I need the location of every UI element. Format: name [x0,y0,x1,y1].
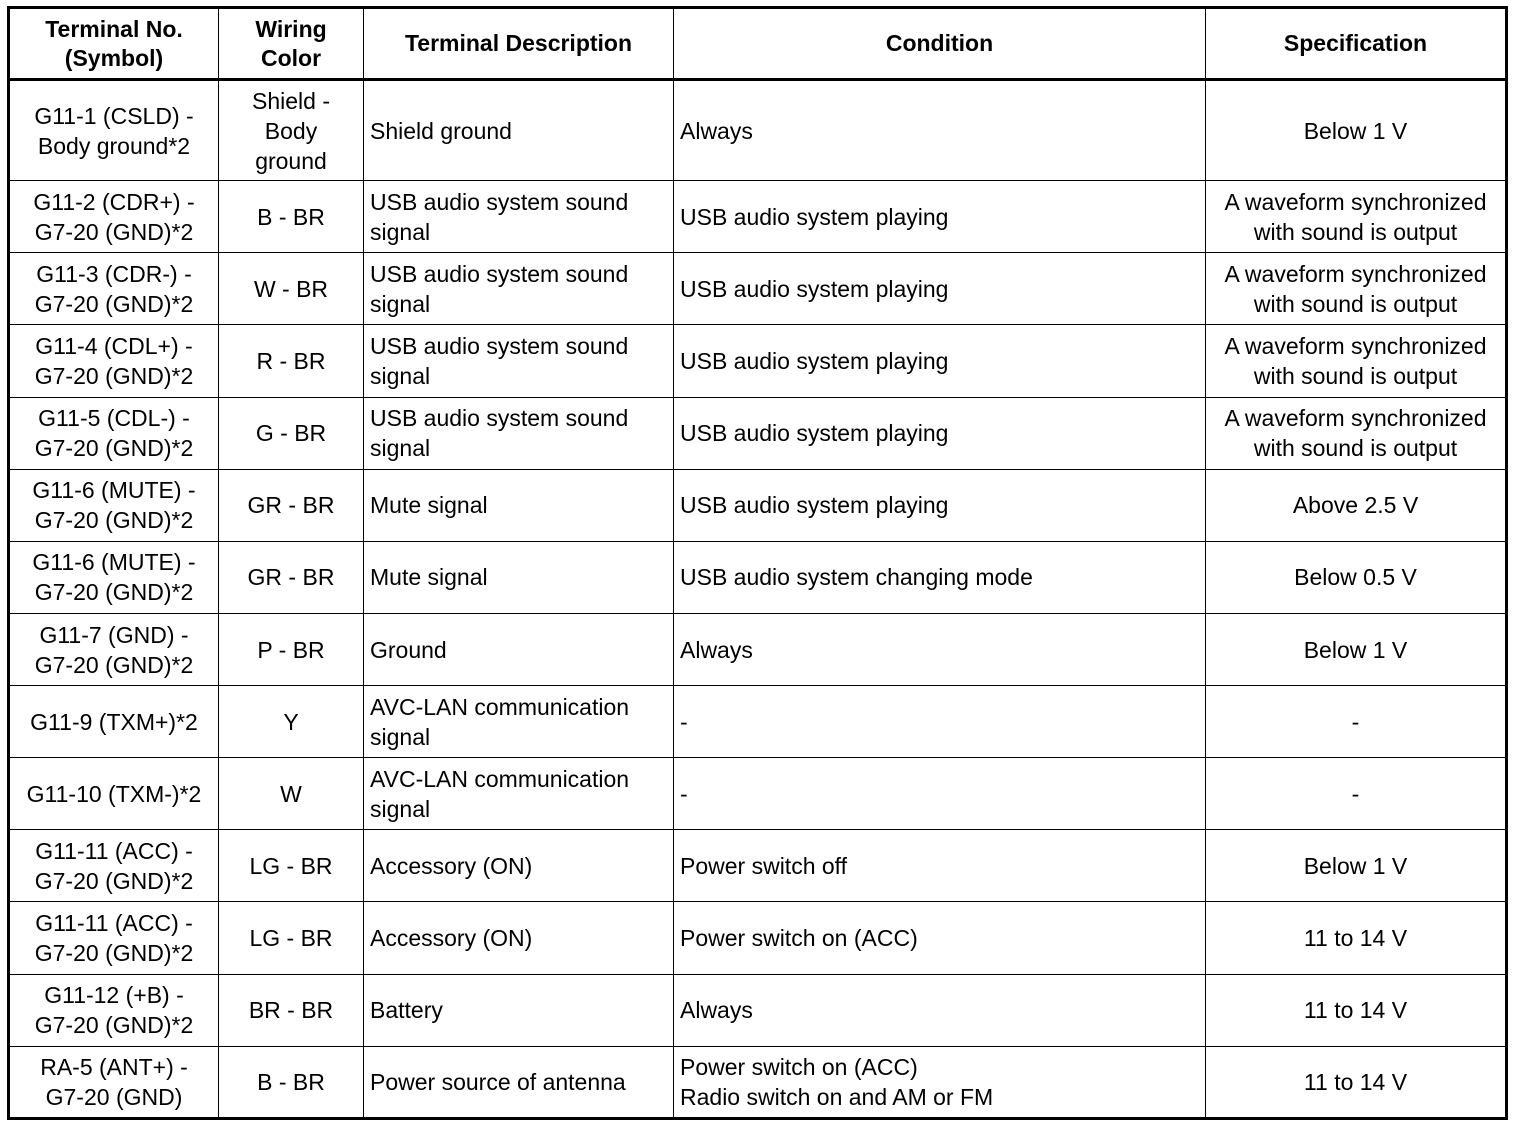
cell-specification [1206,758,1507,830]
cell-specification [1206,469,1507,541]
cell-terminal-text: RA-5 (ANT+) - G7-20 (GND) [40,1053,188,1110]
cell-terminal-text: G11-11 (ACC) - G7-20 (GND)*2 [34,910,194,966]
cell-wiring-color [219,830,364,902]
cell-terminal-description [364,902,674,974]
cell-terminal-description [364,181,674,253]
cell-condition-text: Always [680,997,753,1024]
cell-terminal-text: G11-7 (GND) - G7-20 (GND)*2 [34,621,194,678]
cell-condition [674,902,1206,974]
cell-terminal-description-text: Accessory (ON) [370,852,533,879]
cell-terminal-description-text: USB audio system sound signal [370,260,629,317]
table-row [9,974,1507,1046]
table-header-row [9,8,1507,80]
cell-wiring-color [219,902,364,974]
table-row [9,613,1507,685]
cell-wiring-color [219,974,364,1046]
cell-condition [674,974,1206,1046]
terminal-spec-table [7,6,1508,1120]
cell-specification-text: Below 1 V [1303,852,1408,879]
cell-condition-text: USB audio system changing mode [680,564,1033,591]
cell-terminal-text: G11-1 (CSLD) - Body ground*2 [34,102,194,159]
cell-specification [1206,613,1507,685]
cell-condition-text: Power switch on (ACC) [680,925,918,951]
cell-condition-text: USB audio system playing [680,275,949,302]
cell-terminal-description-text: AVC-LAN communication signal [370,693,630,750]
cell-condition-text: Always [680,636,753,663]
header-condition: Condition [674,8,1206,80]
cell-terminal [9,758,219,830]
cell-specification-text: Above 2.5 V [1292,492,1419,519]
table-row [9,397,1507,469]
cell-terminal-text: G11-6 (MUTE) - G7-20 (GND)*2 [32,549,196,606]
table-row [9,1046,1507,1118]
cell-condition [674,830,1206,902]
cell-terminal-description-text: USB audio system sound signal [370,405,629,462]
cell-terminal-description-text: Mute signal [370,564,488,591]
cell-specification-text: 11 to 14 V [1303,925,1408,951]
cell-terminal-text: G11-5 (CDL-) - G7-20 (GND)*2 [34,405,194,462]
cell-terminal-description [364,325,674,397]
header-terminal-description: Terminal Description [364,8,674,80]
cell-specification [1206,1046,1507,1118]
cell-terminal [9,541,219,613]
cell-terminal-description-text: Power source of antenna [370,1068,626,1095]
cell-condition-text: USB audio system playing [680,203,949,230]
cell-wiring-color-text: G - BR [255,420,327,447]
cell-specification-text: A waveform synchronized with sound is output [1224,333,1487,389]
table-row [9,181,1507,253]
cell-condition [674,613,1206,685]
cell-terminal-description [364,1046,674,1118]
cell-wiring-color [219,397,364,469]
cell-specification [1206,830,1507,902]
cell-terminal [9,902,219,974]
cell-specification-text: A waveform synchronized with sound is output [1224,405,1487,462]
cell-specification [1206,181,1507,253]
cell-condition [674,469,1206,541]
cell-wiring-color-text: B - BR [257,1068,325,1095]
cell-condition [674,541,1206,613]
cell-terminal-description [364,469,674,541]
cell-wiring-color-text: W [280,780,302,807]
cell-terminal-description [364,397,674,469]
table-row [9,469,1507,541]
cell-condition-text: USB audio system playing [680,348,949,374]
cell-wiring-color-text: GR - BR [247,564,335,591]
table-row [9,902,1507,974]
cell-condition-text: Power switch off [680,852,848,879]
cell-specification-text: 11 to 14 V [1303,1068,1408,1095]
table-body [9,80,1507,1119]
cell-terminal-text: G11-9 (TXM+)*2 [30,708,198,735]
cell-specification [1206,686,1507,758]
cell-terminal-description [364,758,674,830]
cell-terminal [9,830,219,902]
header-specification: Specification [1206,8,1507,80]
cell-wiring-color-text: P - BR [257,636,325,663]
cell-specification-text: - [1351,708,1360,735]
cell-specification [1206,80,1507,181]
cell-condition-text: USB audio system playing [680,420,949,447]
cell-wiring-color-text: B - BR [257,203,325,230]
cell-condition [674,686,1206,758]
cell-condition [674,325,1206,397]
cell-specification [1206,397,1507,469]
cell-terminal-description [364,686,674,758]
cell-specification-text: Below 1 V [1303,117,1408,144]
cell-terminal [9,80,219,181]
cell-condition-text: USB audio system playing [680,492,949,519]
cell-terminal [9,397,219,469]
cell-wiring-color [219,469,364,541]
cell-condition [674,181,1206,253]
cell-terminal [9,686,219,758]
table-row [9,325,1507,397]
cell-terminal [9,181,219,253]
cell-specification-text: Below 1 V [1303,636,1408,663]
cell-condition-text: - [680,708,688,735]
cell-wiring-color-text: LG - BR [249,852,333,879]
header-terminal: Terminal No. (Symbol) [9,8,219,80]
cell-condition-text: Always [680,117,753,144]
cell-terminal-text: G11-3 (CDR-) - G7-20 (GND)*2 [34,260,194,317]
cell-wiring-color [219,1046,364,1118]
cell-specification [1206,974,1507,1046]
cell-terminal-description [364,80,674,181]
cell-terminal-text: G11-10 (TXM-)*2 [26,780,202,807]
cell-terminal-text: G11-2 (CDR+) - G7-20 (GND)*2 [33,188,195,245]
cell-terminal [9,1046,219,1118]
cell-wiring-color [219,758,364,830]
cell-terminal-description-text: AVC-LAN communication signal [370,765,630,822]
cell-condition [674,80,1206,181]
header-wiring-color: Wiring Color [219,8,364,80]
cell-specification [1206,541,1507,613]
cell-wiring-color [219,325,364,397]
cell-condition [674,758,1206,830]
cell-specification-text: - [1351,780,1360,807]
cell-terminal-description-text: Mute signal [370,492,488,519]
cell-specification [1206,253,1507,325]
cell-condition-text: Power switch on (ACC) Radio switch on and AM or FM [680,1053,994,1110]
cell-terminal-text: G11-12 (+B) - G7-20 (GND)*2 [34,982,194,1039]
cell-specification-text: Below 0.5 V [1294,564,1417,591]
cell-specification-text: A waveform synchronized with sound is output [1224,188,1487,245]
cell-terminal [9,253,219,325]
cell-terminal-description-text: USB audio system sound signal [370,188,629,245]
cell-condition-text: - [680,780,688,807]
cell-terminal-text: G11-11 (ACC) - G7-20 (GND)*2 [34,837,194,894]
cell-wiring-color [219,253,364,325]
table-row [9,758,1507,830]
table-row [9,541,1507,613]
cell-condition [674,1046,1206,1118]
cell-condition [674,253,1206,325]
cell-condition [674,397,1206,469]
cell-specification-text: 11 to 14 V [1303,997,1408,1024]
cell-terminal-description [364,541,674,613]
cell-wiring-color [219,541,364,613]
cell-terminal-description-text: USB audio system sound signal [370,333,629,389]
cell-wiring-color-text: LG - BR [249,925,333,951]
cell-terminal [9,974,219,1046]
cell-terminal-description-text: Shield ground [370,117,512,144]
cell-terminal-description [364,974,674,1046]
cell-terminal [9,613,219,685]
cell-wiring-color-text: W - BR [253,275,329,302]
cell-terminal-description-text: Battery [370,997,443,1024]
cell-specification [1206,902,1507,974]
cell-terminal-description [364,613,674,685]
table-row [9,830,1507,902]
table-row [9,686,1507,758]
cell-wiring-color-text: GR - BR [247,492,335,519]
cell-wiring-color [219,613,364,685]
cell-wiring-color-text: Shield - Body ground [252,87,330,174]
cell-terminal [9,325,219,397]
cell-wiring-color-text: Y [283,708,299,735]
cell-wiring-color [219,181,364,253]
cell-terminal-description [364,253,674,325]
cell-terminal-text: G11-4 (CDL+) - G7-20 (GND)*2 [34,333,194,389]
cell-terminal-text: G11-6 (MUTE) - G7-20 (GND)*2 [32,477,196,534]
table-row [9,80,1507,181]
cell-wiring-color [219,80,364,181]
cell-terminal-description-text: Ground [370,636,447,663]
cell-terminal-description-text: Accessory (ON) [370,925,533,951]
cell-wiring-color [219,686,364,758]
cell-terminal-description [364,830,674,902]
cell-wiring-color-text: R - BR [256,348,326,374]
cell-wiring-color-text: BR - BR [248,997,334,1024]
cell-terminal [9,469,219,541]
cell-specification [1206,325,1507,397]
table-row [9,253,1507,325]
cell-specification-text: A waveform synchronized with sound is output [1224,260,1487,317]
